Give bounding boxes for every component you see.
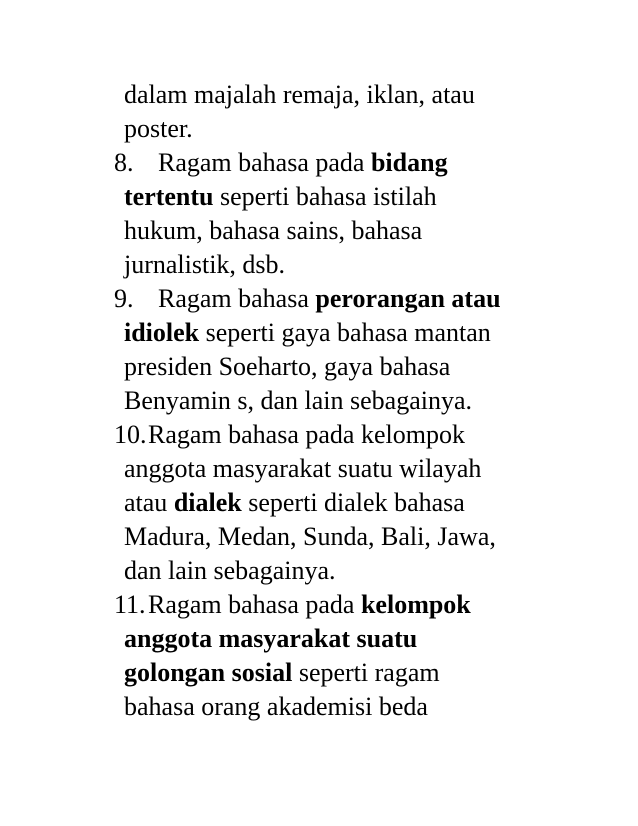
list-item-line xyxy=(124,520,496,554)
list-number: 11. xyxy=(114,590,146,619)
list-item-line xyxy=(124,554,336,588)
text-segment: jurnalistik, dsb. xyxy=(124,250,286,279)
bold-term: perorangan atau xyxy=(315,284,501,313)
list-item-line xyxy=(124,180,437,214)
list-item-first-line xyxy=(114,418,465,452)
text-segment: Benyamin s, dan lain sebagainya. xyxy=(124,386,473,415)
list-item-first-line xyxy=(114,282,501,316)
list-number: 9. xyxy=(114,284,134,313)
list-item-line xyxy=(124,350,450,384)
text-segment: Ragam bahasa xyxy=(158,284,316,313)
bold-term: idiolek xyxy=(124,318,200,347)
bold-term: anggota masyarakat suatu xyxy=(124,624,418,653)
list-item-line xyxy=(124,486,465,520)
list-item-line xyxy=(124,214,422,248)
text-segment: Madura, Medan, Sunda, Bali, Jawa, xyxy=(124,522,496,551)
text-segment: hukum, bahasa sains, bahasa xyxy=(124,216,423,245)
bold-term: golongan sosial xyxy=(124,658,293,687)
list-item-line xyxy=(124,384,472,418)
list-item-line xyxy=(124,248,285,282)
bold-term: dialek xyxy=(173,488,242,517)
bold-term: kelompok xyxy=(360,590,471,619)
list-item-line xyxy=(124,656,440,690)
list-item-first-line xyxy=(114,588,471,622)
text-segment: seperti ragam xyxy=(292,658,440,687)
text-line: poster. xyxy=(124,114,193,143)
text-segment: Ragam bahasa pada xyxy=(148,590,361,619)
text-segment: dan lain sebagainya. xyxy=(124,556,336,585)
text-segment: atau xyxy=(124,488,174,517)
text-segment: Ragam bahasa pada xyxy=(158,148,371,177)
bold-term: tertentu xyxy=(124,182,214,211)
list-item-line xyxy=(124,622,417,656)
text-segment: presiden Soeharto, gaya bahasa xyxy=(124,352,451,381)
text-segment: seperti gaya bahasa mantan xyxy=(199,318,491,347)
text-segment: anggota masyarakat suatu wilayah xyxy=(124,454,482,483)
text-segment: seperti dialek bahasa xyxy=(241,488,465,517)
text-segment: seperti bahasa istilah xyxy=(213,182,437,211)
text-segment: Ragam bahasa pada kelompok xyxy=(148,420,465,449)
text-line: dalam majalah remaja, iklan, atau xyxy=(124,80,475,109)
bold-term: bidang xyxy=(370,148,448,177)
list-number: 8. xyxy=(114,148,134,177)
list-item-line xyxy=(124,316,491,350)
list-item-line xyxy=(124,452,481,486)
list-item-first-line xyxy=(114,146,448,180)
list-number: 10. xyxy=(114,420,147,449)
list-item-line xyxy=(124,690,428,724)
text-segment: bahasa orang akademisi beda xyxy=(124,692,428,721)
